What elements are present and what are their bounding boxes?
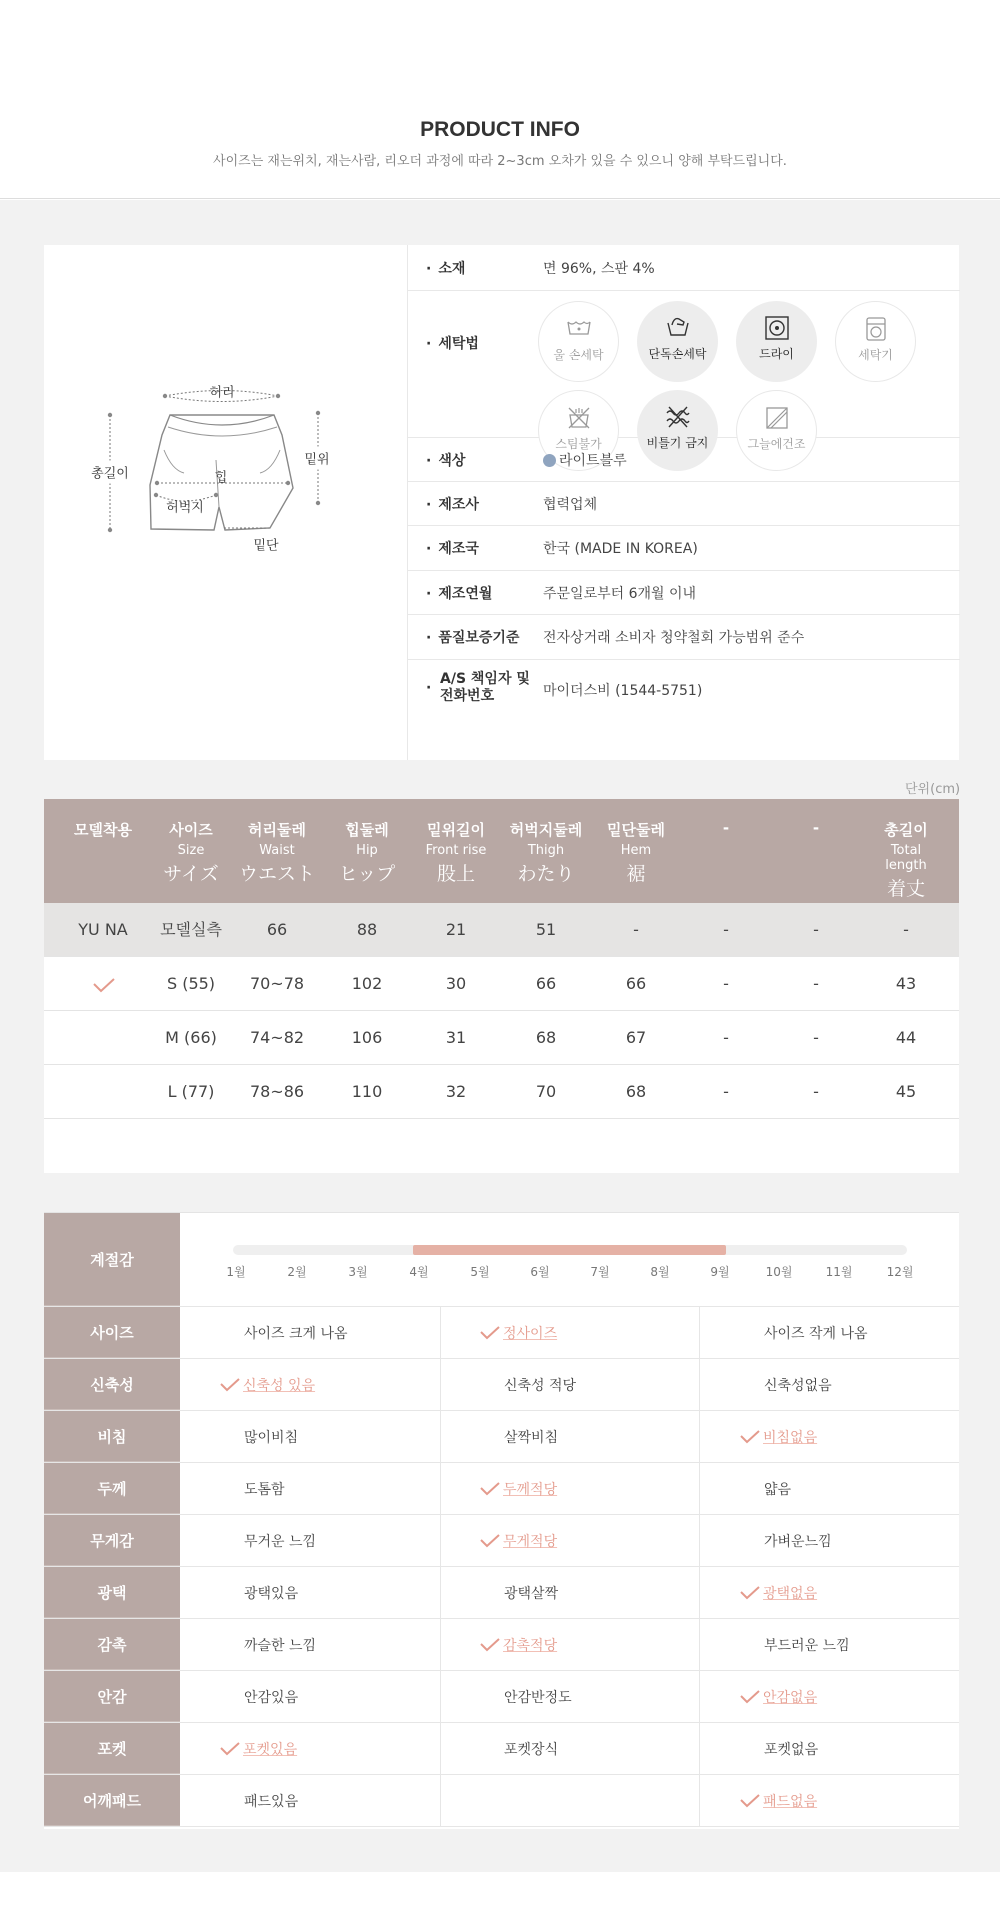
diagram-label-waist: 허리: [209, 385, 235, 401]
fit-option: 사이즈 크게 나옴: [244, 1325, 348, 1342]
fit-option: 패드없음: [740, 1775, 817, 1826]
no-steam-icon: [566, 405, 592, 431]
size-cell: -: [723, 1082, 729, 1101]
info-row-country: [408, 526, 960, 571]
page-subtitle: 사이즈는 재는위치, 재는사람, 리오더 과정에 따라 2~3cm 오차가 있을 수 있으니 양해 부탁드립니다.: [213, 154, 787, 169]
size-cell: 70: [535, 1082, 557, 1101]
diagram-label-thigh: 허벅지: [166, 500, 204, 516]
month-label: 9월: [710, 1265, 730, 1279]
size-cell: 66: [535, 974, 557, 993]
divider: [440, 1775, 441, 1826]
size-header-cell: 총길이 Total length 着丈: [884, 821, 928, 900]
info-value: 면 96%, 스판 4%: [543, 261, 655, 277]
fit-option: 두께적당: [480, 1463, 557, 1514]
fit-row: [44, 1463, 959, 1515]
size-cell: -: [813, 974, 819, 993]
info-value: 전자상거래 소비자 청약철회 가능범위 준수: [543, 630, 805, 646]
check-icon: [220, 1742, 240, 1756]
fit-row: [44, 1567, 959, 1619]
month-label: 4월: [409, 1265, 429, 1279]
diagram-label-hem: 밑단: [253, 538, 279, 554]
fit-option: 안감반정도: [504, 1689, 572, 1706]
size-cell: 68: [625, 1082, 647, 1101]
fit-row: [44, 1359, 959, 1411]
fit-label: 두께: [44, 1463, 180, 1514]
washing-machine-icon: [863, 316, 889, 342]
size-cell: -: [813, 920, 819, 939]
diagram-label-total-length: 총길이: [91, 461, 129, 484]
month-label: 7월: [590, 1265, 610, 1279]
fit-option: 부드러운 느낌: [764, 1637, 850, 1654]
size-cell: 21: [445, 920, 467, 939]
info-row-washing: [408, 291, 960, 451]
size-table: [44, 799, 959, 1173]
fit-option: 사이즈 작게 나옴: [764, 1325, 868, 1342]
info-row-material: [408, 245, 960, 291]
fit-option: 포켓장식: [504, 1741, 559, 1758]
info-key: · 세탁법: [426, 336, 479, 352]
product-info-panel: [407, 245, 959, 760]
month-label: 10월: [765, 1265, 793, 1279]
model-size-check-icon: [92, 977, 116, 997]
info-key: · A/S 책임자 및 전화번호: [426, 671, 530, 704]
fit-option: 무거운 느낌: [244, 1533, 317, 1550]
fit-option: 무게적당: [480, 1515, 557, 1566]
info-key: · 제조국: [426, 541, 479, 557]
size-header-cell: 모델착용: [74, 821, 132, 839]
divider: [699, 1671, 700, 1722]
fit-option: 얇음: [764, 1481, 792, 1498]
month-label: 12월: [886, 1265, 914, 1279]
month-label: 6월: [530, 1265, 550, 1279]
month-label: 11월: [825, 1265, 853, 1279]
diagram-label-hip: 힙: [214, 470, 228, 486]
check-icon: [740, 1794, 760, 1808]
fit-option: 포켓없음: [764, 1741, 819, 1758]
fit-option: 광택없음: [740, 1567, 817, 1618]
divider: [699, 1307, 700, 1358]
size-cell: 67: [625, 1028, 647, 1047]
size-header-cell: -: [722, 819, 730, 837]
size-cell: 110: [351, 1082, 383, 1101]
fit-label: 포켓: [44, 1723, 180, 1774]
divider: [440, 1619, 441, 1670]
fit-label: 안감: [44, 1671, 180, 1722]
season-range-bar: [413, 1245, 726, 1255]
info-key: · 제조사: [426, 497, 479, 513]
size-header-cell: 허리둘레 Waist ウエスト: [238, 821, 316, 885]
fit-table: [44, 1212, 959, 1829]
info-row-maker: [408, 482, 960, 526]
fit-option: 신축성 있음: [220, 1359, 315, 1410]
divider: [440, 1567, 441, 1618]
size-cell: 102: [351, 974, 383, 993]
divider: [440, 1671, 441, 1722]
fit-option: 안감있음: [244, 1689, 299, 1706]
unit-label: 단위(cm): [905, 782, 961, 797]
size-row: [44, 1065, 959, 1119]
size-cell: 78~86: [249, 1082, 305, 1101]
month-label: 8월: [650, 1265, 670, 1279]
size-cell: -: [813, 1028, 819, 1047]
fit-row: [44, 1411, 959, 1463]
info-row-date: [408, 571, 960, 615]
size-cell: -: [903, 920, 909, 939]
page-header: [0, 0, 1000, 199]
fit-label: 광택: [44, 1567, 180, 1618]
divider: [699, 1359, 700, 1410]
color-swatch-icon: [543, 454, 556, 467]
check-icon: [480, 1326, 500, 1340]
divider: [440, 1723, 441, 1774]
divider: [440, 1463, 441, 1514]
size-cell: -: [723, 1028, 729, 1047]
fit-option: 안감없음: [740, 1671, 817, 1722]
diagram-label-rise: 밑위: [304, 447, 329, 470]
fit-label: 신축성: [44, 1359, 180, 1410]
size-cell: 88: [356, 920, 378, 939]
wash-care-item: [637, 301, 718, 382]
fit-option: 가벼운느낌: [764, 1533, 832, 1550]
size-header-cell: 밑단둘레 Hem 裾: [607, 821, 665, 885]
size-cell: 32: [445, 1082, 467, 1101]
fit-option: 살짝비침: [504, 1429, 559, 1446]
wash-care-label: 세탁기: [858, 348, 893, 362]
divider: [699, 1723, 700, 1774]
size-cell: 68: [535, 1028, 557, 1047]
size-cell: 70~78: [249, 974, 305, 993]
wash-care-item: [538, 301, 619, 382]
fit-option: 광택있음: [244, 1585, 299, 1602]
fit-option: 도톰함: [244, 1481, 285, 1498]
size-cell: 31: [445, 1028, 467, 1047]
check-icon: [220, 1378, 240, 1392]
fit-option: 정사이즈: [480, 1307, 557, 1358]
info-key: · 색상: [426, 453, 466, 469]
info-value: 한국 (MADE IN KOREA): [543, 541, 698, 557]
size-cell: 74~82: [249, 1028, 305, 1047]
fit-option: 까슬한 느낌: [244, 1637, 317, 1654]
divider: [440, 1307, 441, 1358]
size-cell: -: [723, 974, 729, 993]
fit-row: [44, 1515, 959, 1567]
fit-row: [44, 1723, 959, 1775]
size-cell: -: [723, 920, 729, 939]
page-title: PRODUCT INFO: [420, 118, 580, 141]
size-cell: M (66): [165, 1028, 217, 1047]
fit-option: 신축성없음: [764, 1377, 832, 1394]
wash-care-label: 울 손세탁: [553, 348, 604, 362]
check-icon: [480, 1534, 500, 1548]
wash-care-label: 단독손세탁: [648, 347, 707, 361]
fit-label: 감촉: [44, 1619, 180, 1670]
size-cell: 43: [895, 974, 917, 993]
divider: [440, 1515, 441, 1566]
divider: [699, 1411, 700, 1462]
info-key: · 품질보증기준: [426, 630, 520, 646]
month-label: 2월: [287, 1265, 307, 1279]
info-value: 라이트블루: [543, 450, 627, 470]
info-row-as: [408, 660, 960, 760]
check-icon: [480, 1638, 500, 1652]
wash-care-label: 스팀불가: [555, 437, 602, 451]
fit-row: [44, 1671, 959, 1723]
fit-option: 비침없음: [740, 1411, 817, 1462]
info-row-color: [408, 438, 960, 482]
season-row: [44, 1213, 959, 1307]
hand-wash-separately-icon: [665, 315, 691, 341]
info-value: 주문일로부터 6개월 이내: [543, 586, 697, 602]
size-cell: 66: [266, 920, 288, 939]
info-row-quality: [408, 615, 960, 660]
info-value: 협력업체: [543, 497, 598, 513]
size-diagram-panel: [44, 245, 407, 760]
model-measure-row: [44, 903, 959, 957]
divider: [699, 1515, 700, 1566]
divider: [699, 1463, 700, 1514]
check-icon: [480, 1482, 500, 1496]
wash-care-label: 비틀기 금지: [646, 436, 709, 450]
wash-care-label: 그늘에건조: [747, 437, 806, 451]
fit-row: [44, 1775, 959, 1827]
size-row: [44, 957, 959, 1011]
fit-label: 계절감: [44, 1213, 180, 1306]
check-icon: [740, 1430, 760, 1444]
size-cell: 51: [535, 920, 557, 939]
divider: [699, 1775, 700, 1826]
check-icon: [740, 1586, 760, 1600]
size-table-header: [44, 799, 959, 903]
size-header-cell: 허벅지둘레 Thigh わたり: [509, 821, 583, 885]
divider: [440, 1359, 441, 1410]
size-cell: -: [633, 920, 639, 939]
size-row: [44, 1011, 959, 1065]
dry-clean-icon: [764, 315, 790, 341]
wash-care-label: 드라이: [759, 347, 794, 361]
size-header-cell: 힙둘레 Hip ヒップ: [338, 821, 396, 885]
shade-dry-icon: [764, 405, 790, 431]
size-cell: L (77): [167, 1082, 215, 1101]
fit-label: 비침: [44, 1411, 180, 1462]
divider: [440, 1411, 441, 1462]
fit-label: 무게감: [44, 1515, 180, 1566]
fit-option: 많이비침: [244, 1429, 299, 1446]
size-cell: 45: [895, 1082, 917, 1101]
size-header-cell: 사이즈 Size サイズ: [163, 821, 219, 885]
size-cell: 모델실측: [160, 920, 222, 939]
size-cell: 106: [351, 1028, 383, 1047]
fit-option: 신축성 적당: [504, 1377, 577, 1394]
month-label: 1월: [226, 1265, 246, 1279]
fit-option: 포켓있음: [220, 1723, 297, 1774]
size-header-cell: 밑위길이 Front rise 股上: [425, 821, 487, 885]
fit-option: 감촉적당: [480, 1619, 557, 1670]
size-cell: 30: [445, 974, 467, 993]
info-key: · 제조연월: [426, 586, 493, 602]
info-value: 마이더스비 (1544-5751): [543, 683, 703, 699]
size-cell: 66: [625, 974, 647, 993]
fit-option: 패드있음: [244, 1793, 299, 1810]
check-icon: [740, 1690, 760, 1704]
wash-care-item: [835, 301, 916, 382]
month-label: 5월: [470, 1265, 490, 1279]
no-wring-icon: [665, 404, 691, 430]
month-label: 3월: [348, 1265, 368, 1279]
shorts-diagram-icon: [44, 245, 407, 760]
fit-row: [44, 1619, 959, 1671]
divider: [699, 1619, 700, 1670]
fit-label: 사이즈: [44, 1307, 180, 1358]
size-cell: -: [813, 1082, 819, 1101]
fit-option: 광택살짝: [504, 1585, 559, 1602]
wool-hand-wash-icon: [566, 316, 592, 342]
divider: [699, 1567, 700, 1618]
size-header-cell: -: [812, 819, 820, 837]
size-cell: S (55): [166, 974, 216, 993]
wash-care-item: [736, 301, 817, 382]
info-key: · 소재: [426, 261, 466, 277]
fit-row: [44, 1307, 959, 1359]
size-cell: YU NA: [78, 920, 128, 939]
fit-label: 어깨패드: [44, 1775, 180, 1826]
size-cell: 44: [895, 1028, 917, 1047]
